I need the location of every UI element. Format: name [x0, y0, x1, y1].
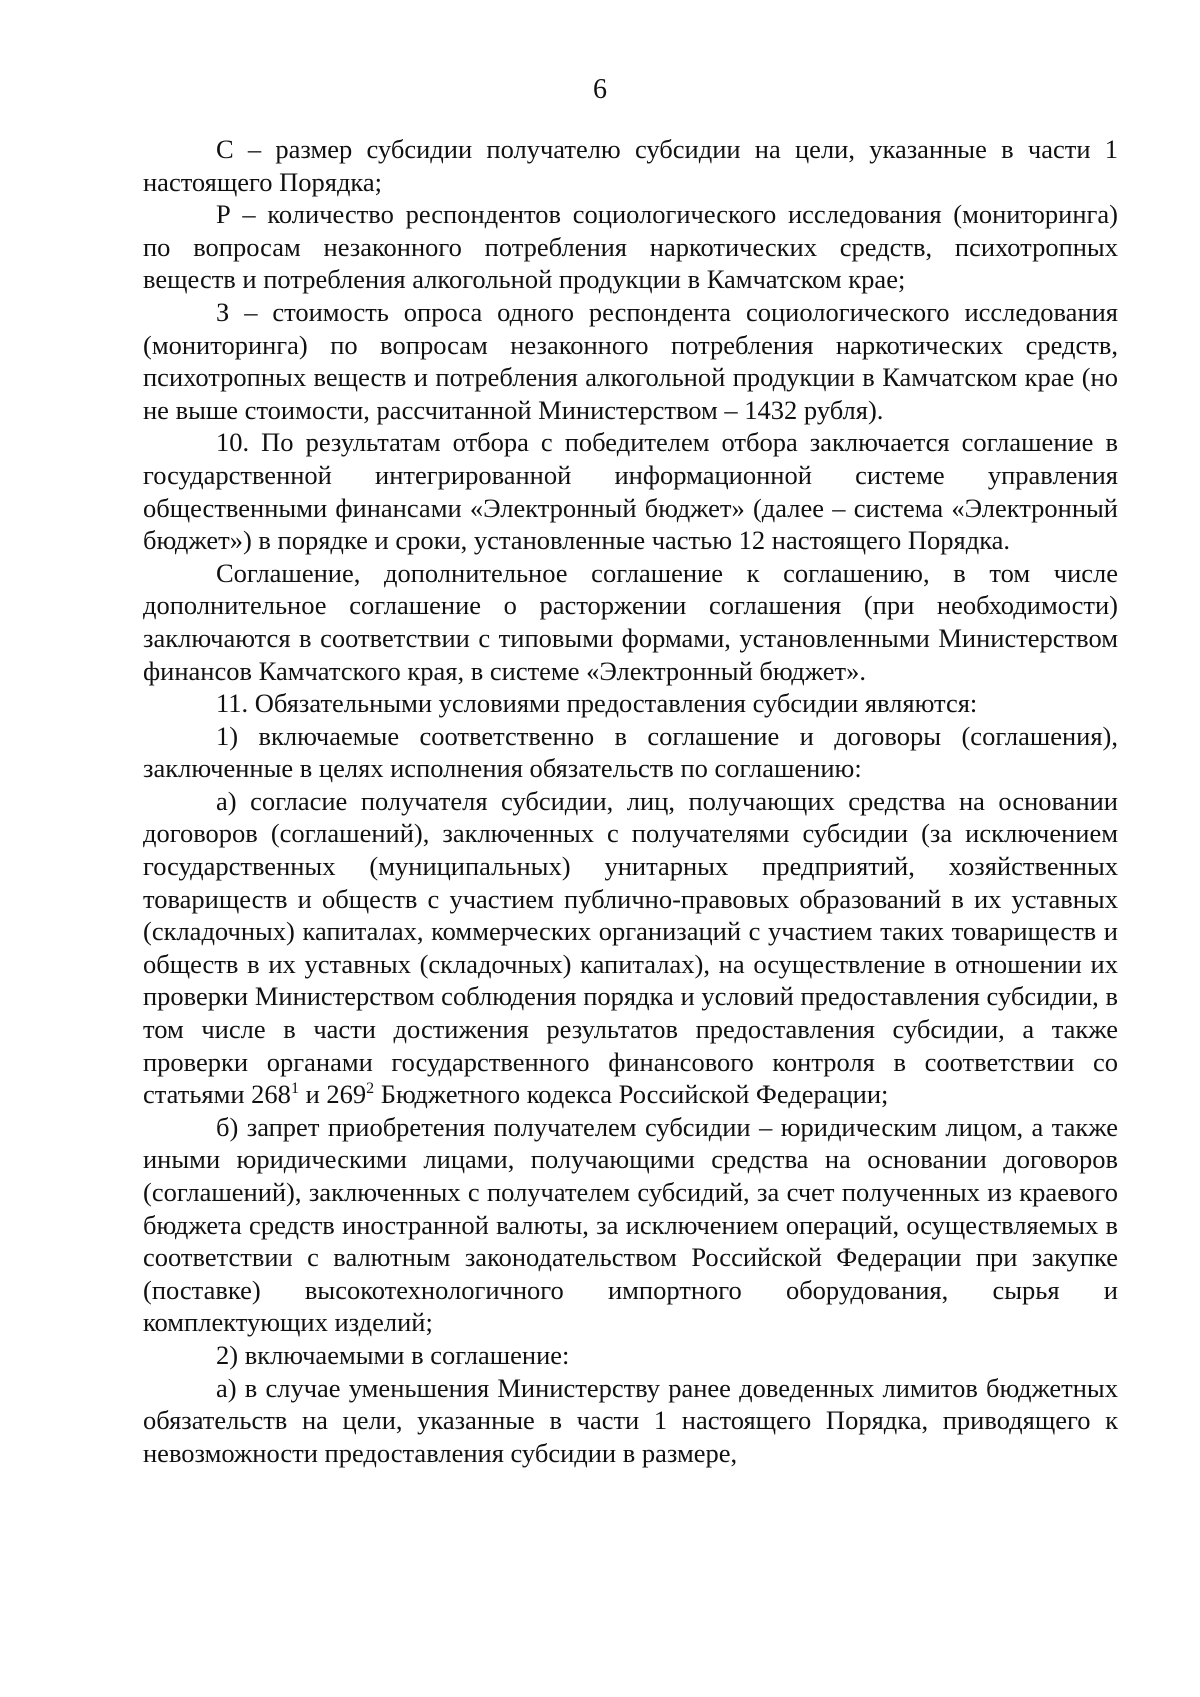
superscript-2: 2 [366, 1080, 375, 1098]
document-body [143, 133, 1118, 1469]
paragraph-11-1-a-tail: Бюджетного кодекса Российской Федерации; [374, 1079, 889, 1110]
superscript-1: 1 [290, 1080, 299, 1098]
paragraph-11-1-b: б) запрет приобретения получателем субсидии – юридическим лицом, а также иными юридическими лицами, получающими средства на основании договоров (соглашений), заключенных с получателем субсидий, за счет полученных из краевого бюджета средств иностранной валюты, за исключением операций, осуществляемых в соответствии с валютным законодательством Российской Федерации при закупке (поставке) высокотехнологичного импортного оборудования, сырья и комплектующих изделий; [143, 1111, 1118, 1338]
paragraph-z-definition: З – стоимость опроса одного респондента социологического исследования (мониторинга) по вопросам незаконного потребления наркотических средств, психотропных веществ и потребления алкогольной продукции в Камчатском крае (но не выше стоимости, рассчитанной Министерством – 1432 рубля). [143, 296, 1118, 425]
paragraph-11-1-a-mid: и 269 [298, 1079, 367, 1110]
paragraph-11-2-a: а) в случае уменьшения Министерству ранее доведенных лимитов бюджетных обязательств на цели, указанные в части 1 настоящего Порядка, приводящего к невозможности предоставления субсидии в размере, [143, 1372, 1118, 1468]
paragraph-11: 11. Обязательными условиями предоставления субсидии являются: [216, 688, 978, 719]
paragraph-11-1: 1) включаемые соответственно в соглашение и договоры (соглашения), заключенные в целях исполнения обязательств по соглашению: [143, 720, 1118, 784]
paragraph-10: 10. По результатам отбора с победителем отбора заключается соглашение в государственной интегрированной информационной системе управления общественными финансами «Электронный бюджет» (далее – система «Электронный бюджет») в порядке и сроки, установленные частью 12 настоящего Порядка. [143, 427, 1118, 556]
paragraph-11-1-a-text: а) согласие получателя субсидии, лиц, получающих средства на основании договоров (соглашений), заключенных с получателями субсидии (за исключением государственных (муниципальных) унитарных предприятий, хозяйственных товариществ и обществ с участием публично-правовых образований в их уставных (складочных) капиталах, коммерческих организаций с участием таких товариществ и обществ в их уставных (складочных) капиталах), на осуществление в отношении их проверки Министерством соблюдения порядка и условий предоставления субсидии, в том числе в части достижения результатов предоставления субсидии, а также проверки органами государственного финансового контроля в соответствии со статьями 268 [143, 785, 1118, 1110]
paragraph-agreement-forms: Соглашение, дополнительное соглашение к соглашению, в том числе дополнительное соглашение о расторжении соглашения (при необходимости) заключаются в соответствии с типовыми формами, установленными Министерством финансов Камчатского края, в системе «Электронный бюджет». [143, 557, 1118, 686]
page-number: 6 [593, 74, 607, 105]
paragraph-c-definition: С – размер субсидии получателю субсидии на цели, указанные в части 1 настоящего Порядка; [143, 134, 1118, 197]
paragraph-11-1-a [143, 785, 1118, 1111]
paragraph-p-definition: Р – количество респондентов социологического исследования (мониторинга) по вопросам незаконного потребления наркотических средств, психотропных веществ и потребления алкогольной продукции в Камчатском крае; [143, 199, 1118, 295]
paragraph-11-2: 2) включаемыми в соглашение: [216, 1339, 570, 1370]
